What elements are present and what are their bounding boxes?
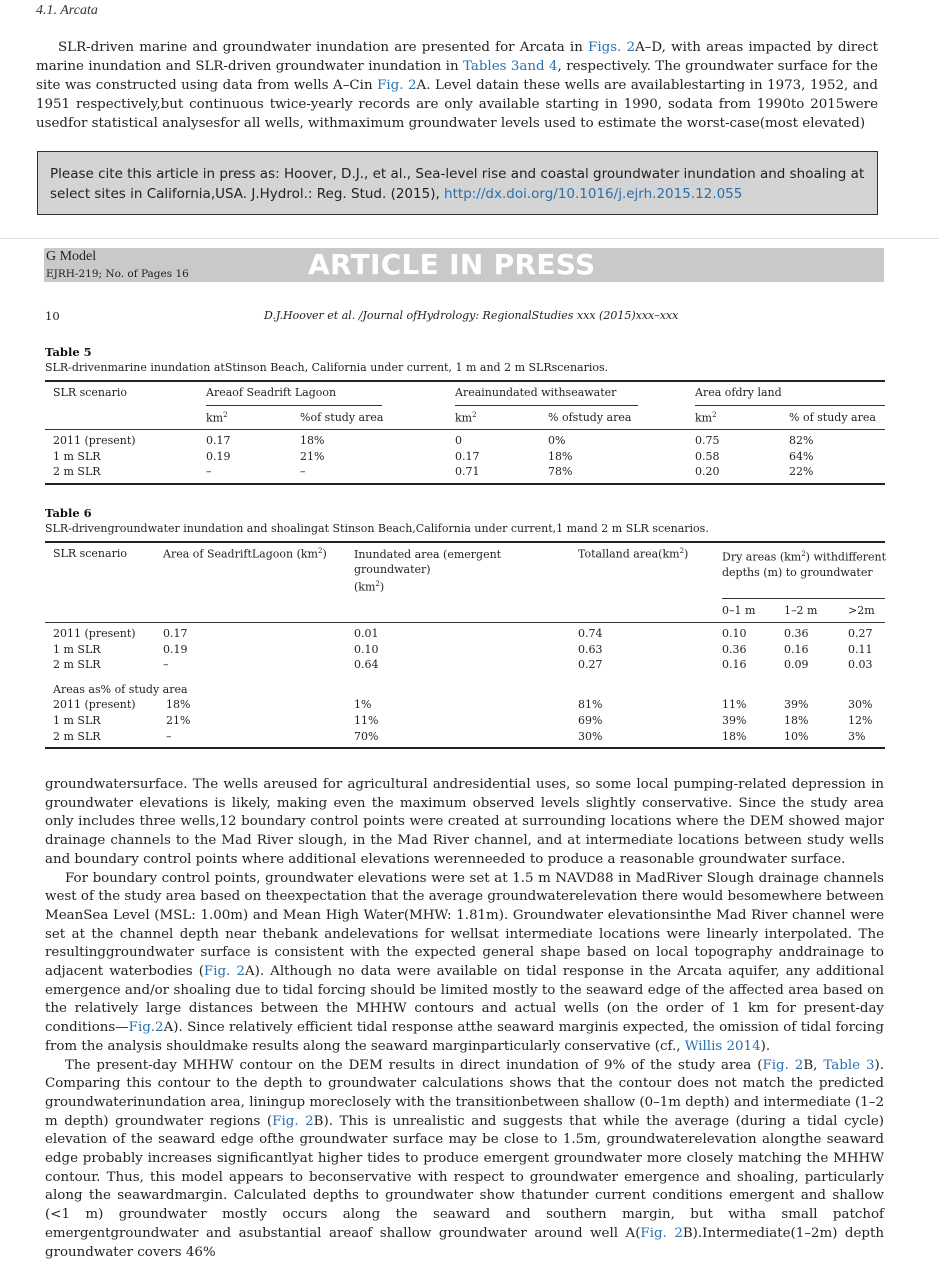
citation-box	[37, 151, 878, 215]
t6-cell: 10%	[784, 730, 809, 743]
t5-cell: 21%	[300, 450, 325, 463]
t6-pct-heading: Areas as% of study area	[53, 683, 188, 696]
t6-cell: 0.17	[163, 627, 188, 640]
t6-cell: –	[166, 730, 172, 743]
t6-cell: 0.03	[848, 658, 873, 671]
t5-cell: 0.17	[206, 434, 231, 447]
header-band	[44, 248, 884, 282]
t6-cell: 11%	[354, 714, 379, 727]
table5-header-rule	[45, 429, 885, 430]
fig-link[interactable]: Fig. 2	[762, 1057, 804, 1073]
t6-cell: 2 m SLR	[53, 658, 101, 671]
t6-cell: 0.01	[354, 627, 379, 640]
t6-cell: 2011 (present)	[53, 627, 136, 640]
table5-caption: SLR-drivenmarine inundation atStinson Beach, California under current, 1 m and 2 m SLRscenarios.	[45, 361, 609, 374]
fig-link[interactable]: Fig. 2	[272, 1113, 314, 1129]
fig-link[interactable]: Fig. 2	[203, 964, 245, 980]
t6-header-depth2: 1–2 m	[784, 604, 818, 617]
t5-cell: 0.20	[695, 465, 720, 478]
t6-cell: 11%	[722, 698, 747, 711]
t6-cell: 0.16	[722, 658, 747, 671]
fig-link[interactable]: Fig.2	[128, 1020, 164, 1036]
t6-cell: 1 m SLR	[53, 643, 101, 656]
t6-cell: 0.19	[163, 643, 188, 656]
t6-header-scenario: SLR scenario	[53, 547, 127, 560]
t6-cell: 30%	[578, 730, 603, 743]
t6-header-depth3: >2m	[848, 604, 875, 617]
t5-cell: 18%	[300, 434, 325, 447]
t5-header-km2-3: $km^2$	[695, 411, 717, 425]
t6-header-total: Totalland $area(km^2)$	[578, 547, 689, 561]
t5-header-inundated: Areainundated withseawater	[455, 386, 617, 399]
t5-span-rule-inundated	[455, 405, 638, 406]
body-paragraph: For boundary control points, groundwater elevations were set at 1.5 m NAVD88 in MadRiver Slough drainage channels west of the study area based on theexpectation that the average groundwaterelevation there would besomewhere between MeanSea Level (MSL: 1.00m) and Mean High Water(MHW: 1.81m). Groundwater elevationsinthe Mad River channel were set at the channel depth near thebank andelevations for wellsat intermediate locations were linearly interpolated. The resultinggroundwater surface is consistent with the expected general shape based on local topography anddrainage to adjacent waterbodies (Fig. 2A). Although no data were available on tidal response in the Arcata aquifer, any additional emergence and/or shoaling due to tidal forcing should be limited mostly to the seaward edge of the affected area based on the relatively large distances between the MHHW contours and actual wells (on the order of 1 km for present-day conditions—Fig.2A). Since relatively efficient tidal response atthe seaward marginis expected, the omission of tidal forcing from the analysis shouldmake results along the seaward marginparticularly conservative (cf., Willis 2014).	[45, 870, 884, 1054]
t5-header-scenario: SLR scenario	[53, 386, 127, 399]
t6-cell: 0.36	[784, 627, 809, 640]
reference-link[interactable]: Willis 2014	[684, 1038, 761, 1054]
t5-header-dry: Area ofdry land	[695, 386, 782, 399]
t5-cell: –	[206, 465, 212, 478]
gmodel-label: G Model	[46, 249, 97, 264]
t6-cell: 0.27	[848, 627, 873, 640]
body-paragraph: groundwatersurface. The wells areused for agricultural andresidential uses, so some local pumping-related depression in groundwater elevations is likely, making even the maximum observed levels slightly conservative. Since the study area only includes three wells,12 boundary control points were created at surrounding locations where the DEM showed major drainage channels to the Mad River slough, in the Mad River channel, and at intermediate locations between study wells and boundary control points where additional elevations werenneeded to produce a reasonable groundwater surface.	[45, 777, 884, 867]
t5-cell: 82%	[789, 434, 814, 447]
t5-span-rule-dry	[695, 405, 885, 406]
t6-cell: 1 m SLR	[53, 714, 101, 727]
doi-link[interactable]: http://dx.doi.org/10.1016/j.ejrh.2015.12.055	[444, 186, 743, 202]
table6-top-rule	[45, 541, 885, 543]
t6-cell: 0.64	[354, 658, 379, 671]
t6-cell: 18%	[722, 730, 747, 743]
t6-cell: 30%	[848, 698, 873, 711]
t6-cell: 0.36	[722, 643, 747, 656]
t6-cell: 0.63	[578, 643, 603, 656]
t5-cell: 64%	[789, 450, 814, 463]
page-number: 10	[45, 309, 60, 323]
t6-cell: 0.16	[784, 643, 809, 656]
t5-cell: 0.17	[455, 450, 480, 463]
table6-title: Table 6	[45, 506, 92, 520]
t5-cell: 2011 (present)	[53, 434, 136, 447]
section-heading: 4.1. Arcata	[36, 3, 98, 18]
t6-cell: 0.09	[784, 658, 809, 671]
t6-cell: 81%	[578, 698, 603, 711]
tables-link[interactable]: Tables 3and 4	[462, 59, 558, 74]
t5-header-km2-2: $km^2$	[455, 411, 477, 425]
t5-header-pct-1: %of study area	[300, 411, 384, 424]
t6-cell: –	[163, 658, 169, 671]
table6-header-rule	[45, 622, 885, 623]
t6-cell: 2011 (present)	[53, 698, 136, 711]
t5-cell: 0	[455, 434, 462, 447]
t5-header-lagoon: Areaof Seadrift Lagoon	[206, 386, 337, 399]
t6-cell: 0.11	[848, 643, 873, 656]
t6-span-rule-dry	[722, 598, 885, 599]
t5-cell: 0.19	[206, 450, 231, 463]
t6-cell: 39%	[784, 698, 809, 711]
t6-cell: 0.27	[578, 658, 603, 671]
t6-cell: 12%	[848, 714, 873, 727]
t6-cell: 39%	[722, 714, 747, 727]
citation-text: Please cite this article in press as: Hoover, D.J., et al., Sea-level rise and coastal groundwater inundation and shoaling at select sites in California,USA. J.Hydrol.: Reg. Stud. (2015),	[50, 166, 865, 202]
t5-cell: 2 m SLR	[53, 465, 101, 478]
t5-cell: –	[300, 465, 306, 478]
t5-cell: 18%	[548, 450, 573, 463]
t5-cell: 1 m SLR	[53, 450, 101, 463]
t6-cell: 18%	[166, 698, 191, 711]
table5-top-rule	[45, 380, 885, 382]
t6-header-depth1: 0–1 m	[722, 604, 756, 617]
journal-code: EJRH-219; No. of Pages 16	[46, 268, 189, 280]
page-separator	[0, 238, 939, 239]
t6-cell: 21%	[166, 714, 191, 727]
top-paragraph: SLR-driven marine and groundwater inundation are presented for Arcata in Figs. 2A–D, with areas impacted by direct marine inundation and SLR-driven groundwater inundation in Tables 3and 4, respectively. The groundwater surface for the site was constructed using data from wells A–Cin Fig. 2A. Level datain these wells are availablestarting in 1973, 1952, and 1951 respectively,but continuous twice-yearly records are only available starting in 1990, sodata from 1990to 2015were usedfor statistical analysesfor all wells, withmaximum groundwater levels used to estimate the worst-case(most elevated)	[36, 40, 879, 131]
table5-bottom-rule	[45, 483, 885, 485]
t6-cell: 18%	[784, 714, 809, 727]
figs-link[interactable]: Figs. 2	[588, 40, 636, 55]
table6-bottom-rule	[45, 747, 885, 749]
t6-cell: 2 m SLR	[53, 730, 101, 743]
t5-header-pct-2: % ofstudy area	[548, 411, 632, 424]
t5-cell: 0%	[548, 434, 566, 447]
t5-cell: 0.75	[695, 434, 720, 447]
t6-cell: 69%	[578, 714, 603, 727]
t5-header-pct-3: % of study area	[789, 411, 876, 424]
t6-cell: 0.10	[354, 643, 379, 656]
table6-caption: SLR-drivengroundwater inundation and shoalingat Stinson Beach,California under current,1 mand 2 m SLR scenarios.	[45, 522, 709, 535]
t6-header-inundated: Inundated area (emergent groundwater) $(km^2)$	[354, 548, 502, 594]
t5-cell: 22%	[789, 465, 814, 478]
table5-title: Table 5	[45, 345, 92, 359]
t5-span-rule-lagoon	[206, 405, 382, 406]
t6-header-lagoon: Area of SeadriftLagoon $(km^2)$	[163, 547, 327, 561]
article-in-press-banner: ARTICLE IN PRESS	[308, 248, 596, 281]
t5-cell: 0.58	[695, 450, 720, 463]
fig-link[interactable]: Fig. 2	[377, 78, 417, 93]
t6-cell: 0.10	[722, 627, 747, 640]
t6-cell: 1%	[354, 698, 372, 711]
running-head: D.J.Hoover et al. /Journal ofHydrology: RegionalStudies xxx (2015)xxx–xxx	[264, 309, 679, 322]
t6-cell: 70%	[354, 730, 379, 743]
t5-cell: 0.71	[455, 465, 480, 478]
t5-header-km2-1: $km^2$	[206, 411, 228, 425]
t6-header-dry: Dry areas $(km^2)$ withdifferent depths (m) to groundwater	[722, 550, 887, 579]
body-text	[45, 776, 884, 1262]
table-link[interactable]: Table 3	[823, 1057, 875, 1073]
t5-cell: 78%	[548, 465, 573, 478]
t6-cell: 3%	[848, 730, 866, 743]
fig-link[interactable]: Fig. 2	[640, 1225, 683, 1241]
body-paragraph: The present-day MHHW contour on the DEM results in direct inundation of 9% of the study area (Fig. 2B, Table 3). Comparing this contour to the depth to groundwater calculations shows that the contour does not match the predicted groundwaterinundation area, liningup moreclosely with the transitionbetween shallow (0–1m depth) and intermediate (1–2 m depth) groundwater regions (Fig. 2B). This is unrealistic and suggests that while the average (during a tidal cycle) elevation of the seaward edge ofthe groundwater surface may be close to 1.5m, groundwaterelevation alongthe seaward edge probably increases significantlyat higher tides to produce emergent groundwater more closely matching the MHHW contour. Thus, this model appears to beconservative with respect to groundwater emergence and shoaling, particularly along the seawardmargin. Calculated depths to groundwater show thatunder current conditions emergent and shallow (<1 m) groundwater mostly occurs along the seaward and southern margin, but witha small patchof emergentgroundwater and asubstantial areaof shallow groundwater around well A(Fig. 2B).Intermediate(1–2m) depth groundwater covers 46%	[45, 1057, 885, 1260]
t6-cell: 0.74	[578, 627, 603, 640]
